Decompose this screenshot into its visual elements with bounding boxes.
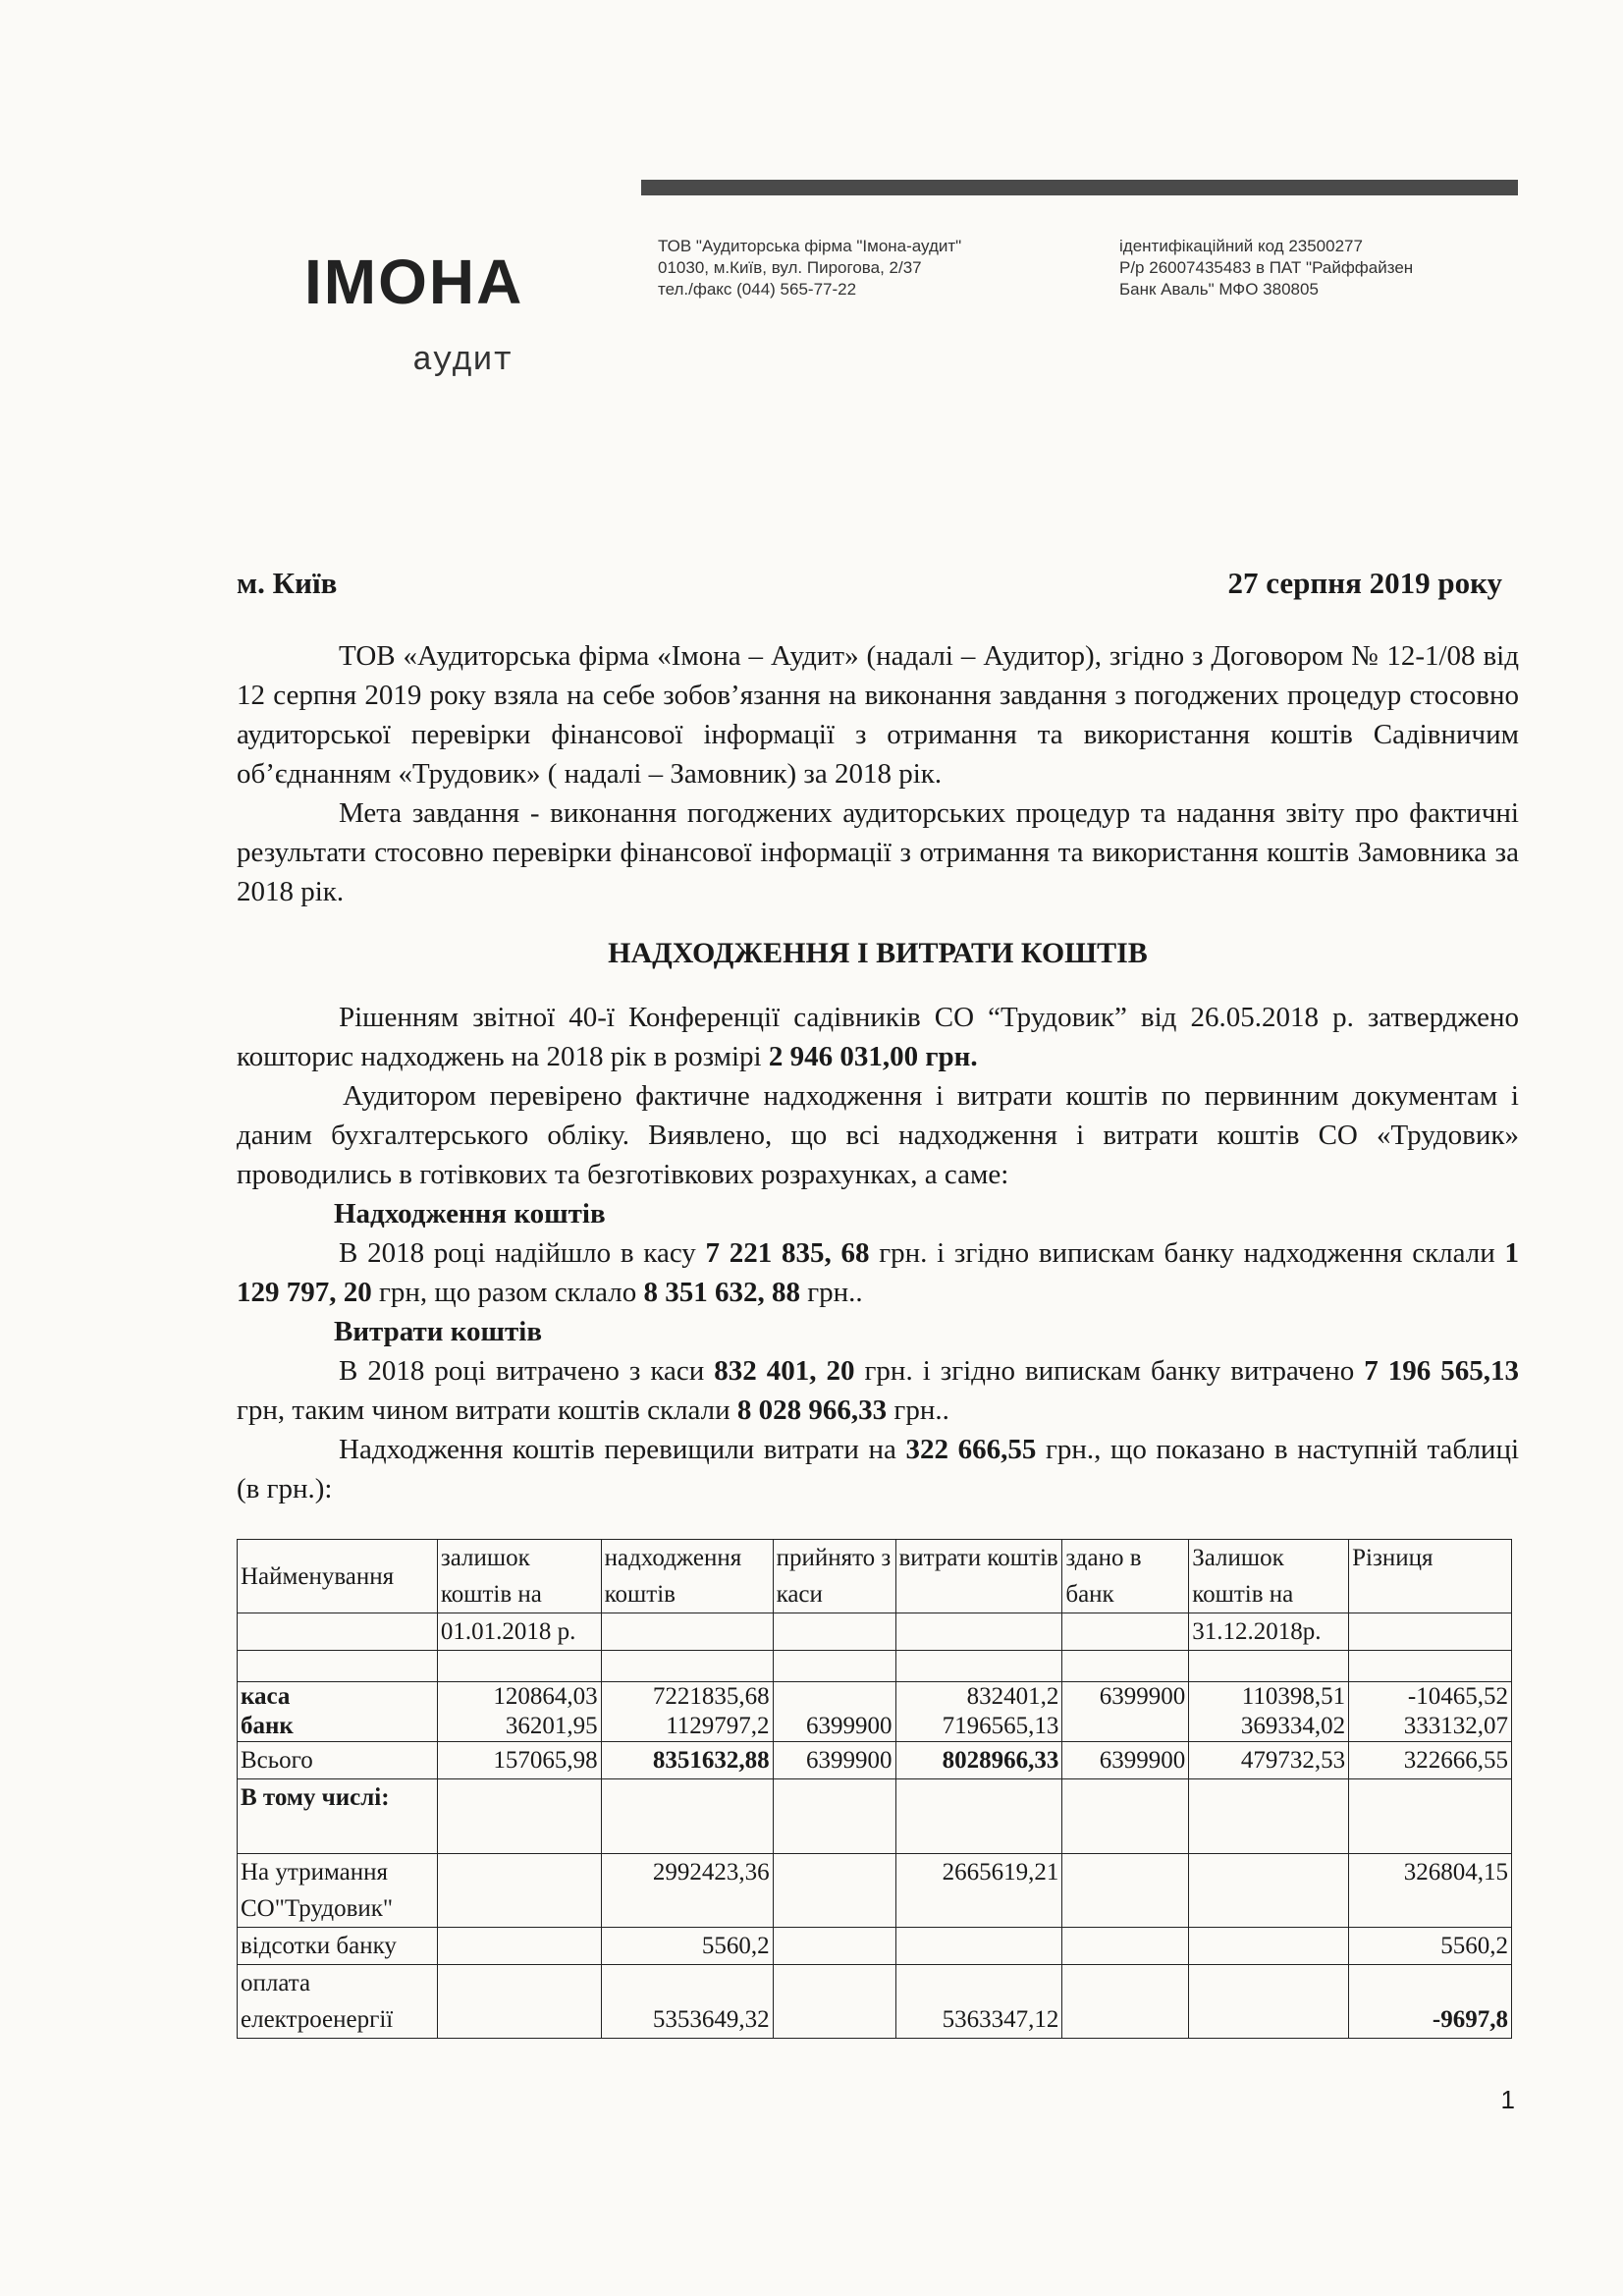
table-cell: 322666,55 [1349,1742,1512,1779]
header-cell: здано в банк [1062,1540,1189,1613]
row-name: відсотки банку [238,1928,438,1965]
table-cell [437,1965,601,2039]
table-cell: 5560,2 [601,1928,773,1965]
table-cell [1062,1854,1189,1928]
table-cell [1062,1965,1189,2039]
table-cell: -9697,8 [1349,1965,1512,2039]
table-cell [895,1779,1062,1854]
expenses-text: грн. і згідно випискам банку витрачено [854,1355,1365,1387]
table-cell: 6399900 [773,1742,895,1779]
header-cell: Різниця [1349,1540,1512,1613]
excess-text: грн., що показано в наступній таблиці (в грн.): [237,1434,1520,1504]
company-line: тел./факс (044) 565-77-22 [658,280,857,299]
table-row [238,1854,1512,1928]
table-cell [601,1779,773,1854]
audit-paragraph: Аудитором перевірено фактичне надходження і витрати коштів по первинним документам і даним бухгалтерського обліку. Виявлено, що всі надходження і витрати коштів СО «Трудовик» проводились в готівкових та безготівкових розрахунках, а саме: [237,1080,1519,1190]
table-cell: 2992423,36 [601,1854,773,1928]
expenses-amount: 7 196 565,13 [1364,1355,1519,1387]
table-row-total [238,1742,1512,1779]
row-name: оплата електроенергії [238,1965,438,2039]
table-cell [1062,1779,1189,1854]
income-amount: 7 221 835, 68 [705,1237,870,1269]
table-cell [437,1779,601,1854]
table-row [238,1712,1512,1742]
table-cell [1189,1965,1349,2039]
table-cell [238,1613,438,1651]
table-cell [437,1854,601,1928]
logo-subtitle: аудит [412,343,514,380]
header-date-cell: 01.01.2018 р. [437,1613,601,1651]
budget-amount: 2 946 031,00 грн. [768,1041,978,1072]
table-cell [895,1613,1062,1651]
header-cell: надходження коштів [601,1540,773,1613]
header-cell: Найменування [238,1540,438,1613]
table-cell [1349,1779,1512,1854]
expenses-heading: Витрати коштів [334,1316,543,1347]
budget-paragraph [237,998,1519,1076]
table-cell [1189,1779,1349,1854]
excess-paragraph [237,1430,1519,1508]
table-cell: 36201,95 [437,1712,601,1742]
table-cell: 1129797,2 [601,1712,773,1742]
header-cell: прийнято з каси [773,1540,895,1613]
bank-line: ідентифікаційний код 23500277 [1119,237,1363,255]
company-line: 01030, м.Київ, вул. Пирогова, 2/37 [658,258,922,277]
income-text: грн, що разом склало [371,1277,644,1308]
table-cell: 157065,98 [437,1742,601,1779]
table-cell: 120864,03 [437,1682,601,1713]
company-contacts [658,236,961,301]
table-cell [437,1928,601,1965]
row-name: В тому числі: [238,1779,438,1854]
excess-text: Надходження коштів перевищили витрати на [339,1434,906,1465]
table-cell [601,1613,773,1651]
expenses-text: грн.. [887,1394,949,1426]
table-cell: 479732,53 [1189,1742,1349,1779]
table-cell [773,1682,895,1713]
table-cell: 333132,07 [1349,1712,1512,1742]
finance-table [237,1539,1512,2039]
row-name: банк [238,1712,438,1742]
income-text: В 2018 році надійшло в касу [339,1237,706,1269]
expenses-amount: 8 028 966,33 [736,1394,888,1426]
table-row [238,1965,1512,2039]
table-cell [773,1928,895,1965]
document-date: 27 серпня 2019 року [1227,566,1502,600]
table-cell: 326804,15 [1349,1854,1512,1928]
place-date-line [237,566,1502,601]
table-cell: 8028966,33 [895,1742,1062,1779]
table-cell: 5353649,32 [601,1965,773,2039]
company-line: ТОВ "Аудиторська фірма "Імона-аудит" [658,237,962,255]
table-cell [1349,1613,1512,1651]
income-amount: 1 129 797, 20 [237,1237,1519,1308]
intro-paragraph: ТОВ «Аудиторська фірма «Імона – Аудит» (надалі – Аудитор), згідно з Договором № 12-1/08 від 12 серпня 2019 року взяла на себе зобов’язання на виконання завдання з погоджених процедур стосовно аудиторської перевірки фінансової інформації з отримання та використання коштів Садівничим об’єднанням «Трудовик» ( надалі – Замовник) за 2018 рік. [237,640,1519,790]
expenses-text: В 2018 році витрачено з каси [339,1355,715,1387]
document-body [237,636,1519,1508]
table-cell [773,1854,895,1928]
table-cell [1062,1928,1189,1965]
row-name: каса [238,1682,438,1713]
table-cell: -10465,52 [1349,1682,1512,1713]
income-paragraph [237,1233,1519,1312]
table-cell: 5363347,12 [895,1965,1062,2039]
table-header-row [238,1540,1512,1613]
table-cell [773,1779,895,1854]
company-logo [304,246,579,380]
income-text: грн.. [799,1277,863,1308]
header-cell: залишок коштів на [437,1540,601,1613]
table-cell [773,1613,895,1651]
table-cell [895,1928,1062,1965]
table-spacer-row [238,1651,1512,1682]
letterhead-bar [641,180,1518,195]
table-cell: 8351632,88 [601,1742,773,1779]
section-title: НАДХОДЖЕННЯ І ВИТРАТИ КОШТІВ [608,937,1148,969]
table-cell [1062,1613,1189,1651]
expenses-paragraph [237,1351,1519,1430]
header-date-cell: 31.12.2018р. [1189,1613,1349,1651]
table-cell [1189,1854,1349,1928]
table-cell: 7196565,13 [895,1712,1062,1742]
table-cell: 5560,2 [1349,1928,1512,1965]
table-cell: 6399900 [773,1712,895,1742]
table-cell: 6399900 [1062,1682,1189,1713]
income-amount: 8 351 632, 88 [643,1277,800,1308]
purpose-paragraph: Мета завдання - виконання погоджених аудиторських процедур та надання звіту про фактичні результати стосовно перевірки фінансової інформації з отримання та використання коштів Замовника за 2018 рік. [237,797,1519,907]
logo-name: ІМОНА [304,246,524,317]
table-row [238,1682,1512,1713]
table-cell: 369334,02 [1189,1712,1349,1742]
header-cell: витрати коштів [895,1540,1062,1613]
row-name: На утримання СО"Трудовик" [238,1854,438,1928]
table-cell: 6399900 [1062,1742,1189,1779]
expenses-text: грн, таким чином витрати коштів склали [237,1394,737,1426]
header-cell: Залишок коштів на [1189,1540,1349,1613]
budget-text: Рішенням звітної 40-ї Конференції садівників СО “Трудовик” від 26.05.2018 р. затверджено кошторис надходжень на 2018 рік в розмірі [237,1002,1519,1072]
table-cell [1062,1712,1189,1742]
table-row [238,1779,1512,1854]
income-heading: Надходження коштів [334,1198,606,1230]
table-row [238,1928,1512,1965]
page-number: 1 [1500,2085,1515,2114]
row-name: Всього [238,1742,438,1779]
table-cell: 2665619,21 [895,1854,1062,1928]
bank-line: Р/р 26007435483 в ПАТ "Райффайзен [1119,258,1414,277]
table-cell: 832401,2 [895,1682,1062,1713]
expenses-amount: 832 401, 20 [714,1355,855,1387]
company-bank-details [1119,236,1413,301]
table-cell: 110398,51 [1189,1682,1349,1713]
table-cell [1189,1928,1349,1965]
table-cell [773,1965,895,2039]
city: м. Київ [237,566,338,600]
excess-amount: 322 666,55 [905,1434,1037,1465]
income-text: грн. і згідно випискам банку надходження склали [869,1237,1505,1269]
table-cell: 7221835,68 [601,1682,773,1713]
table-header-date-row [238,1613,1512,1651]
bank-line: Банк Аваль" МФО 380805 [1119,280,1319,299]
